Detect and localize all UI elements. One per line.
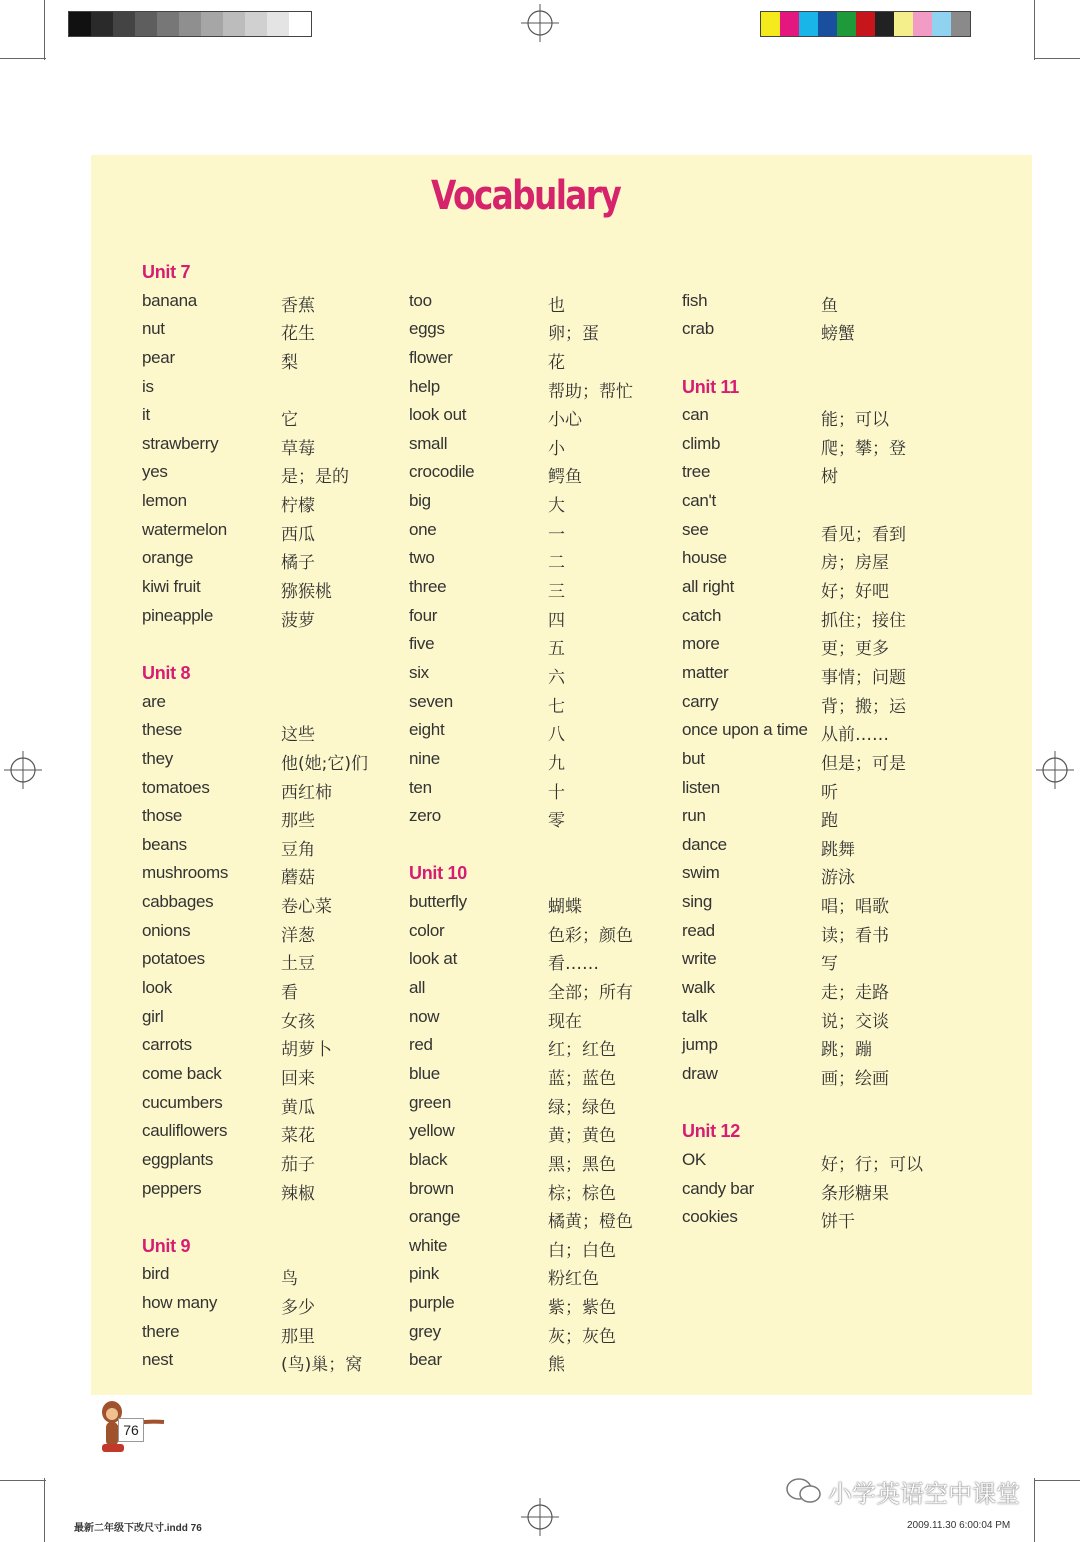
print-file-label: 最新二年级下改尺寸.indd 76	[74, 1523, 202, 1534]
chinese-meaning: 蝴蝶	[548, 897, 582, 918]
gray-swatch	[69, 12, 91, 36]
english-word: black	[409, 1149, 448, 1169]
chinese-meaning: 他(她;它)们	[281, 753, 368, 774]
chinese-meaning: 是；是的	[281, 467, 349, 488]
chinese-meaning: 好；行；可以	[821, 1154, 923, 1175]
english-word: brown	[409, 1178, 454, 1198]
english-word: can	[682, 405, 709, 425]
registration-mark-right	[1036, 751, 1074, 789]
chinese-meaning: 卵；蛋	[548, 324, 599, 345]
chinese-meaning: 豆角	[281, 839, 315, 860]
unit-heading-label: Unit 11	[682, 376, 739, 397]
english-word: seven	[409, 691, 453, 711]
page-title: Vocabulary	[431, 173, 621, 219]
chinese-meaning: 棕；棕色	[548, 1183, 616, 1204]
english-word: too	[409, 290, 432, 310]
chinese-meaning: 跳；蹦	[821, 1040, 872, 1061]
english-word: cookies	[682, 1207, 738, 1227]
english-word: onions	[142, 920, 191, 940]
english-word: big	[409, 491, 431, 511]
chinese-meaning: 花生	[281, 324, 315, 345]
chinese-meaning: 跳舞	[821, 839, 855, 860]
chinese-meaning: 全部；所有	[548, 983, 633, 1004]
english-word: matter	[682, 662, 729, 682]
english-word: ten	[409, 777, 432, 797]
registration-mark-left	[4, 751, 42, 789]
english-word: cauliflowers	[142, 1121, 228, 1141]
english-word: once upon a time	[682, 720, 808, 740]
chinese-meaning: 听	[821, 782, 838, 803]
english-word: red	[409, 1035, 433, 1055]
english-word: purple	[409, 1293, 455, 1313]
english-word: carrots	[142, 1035, 192, 1055]
chinese-meaning: 五	[548, 639, 565, 660]
chinese-meaning: 橘子	[281, 553, 315, 574]
english-word: yellow	[409, 1121, 455, 1141]
english-word: butterfly	[409, 892, 467, 912]
english-word: candy bar	[682, 1178, 754, 1198]
english-word: but	[682, 748, 705, 768]
chinese-meaning: 事情；问题	[821, 667, 906, 688]
english-word: color	[409, 920, 445, 940]
chinese-meaning: 鸟	[281, 1269, 298, 1290]
chinese-meaning: 也	[548, 295, 565, 316]
english-word: bird	[142, 1264, 170, 1284]
chinese-meaning: 土豆	[281, 954, 315, 975]
english-word: they	[142, 748, 173, 768]
chinese-meaning: 柠檬	[281, 496, 315, 517]
chinese-meaning: 橘黄；橙色	[548, 1212, 633, 1233]
chinese-meaning: 草莓	[281, 438, 315, 459]
grayscale-calibration-bar	[68, 11, 312, 37]
chinese-meaning: 写	[821, 954, 838, 975]
english-word: blue	[409, 1063, 440, 1083]
english-word: swim	[682, 863, 720, 883]
chinese-meaning: 西瓜	[281, 524, 315, 545]
english-word: watermelon	[142, 519, 227, 539]
gray-swatch	[157, 12, 179, 36]
chinese-meaning: 爬；攀；登	[821, 438, 906, 459]
chinese-meaning: 十	[548, 782, 565, 803]
crop-mark	[1034, 58, 1080, 59]
english-word: walk	[682, 978, 715, 998]
english-word: dance	[682, 834, 727, 854]
english-word: four	[409, 605, 438, 625]
english-word: catch	[682, 605, 722, 625]
english-word: kiwi fruit	[142, 577, 201, 597]
english-word: are	[142, 691, 166, 711]
chinese-meaning: 唱；唱歌	[821, 897, 889, 918]
gray-swatch	[267, 12, 289, 36]
chinese-meaning: 能；可以	[821, 410, 889, 431]
chinese-meaning: 零	[548, 811, 565, 832]
chinese-meaning: 九	[548, 753, 565, 774]
chinese-meaning: 这些	[281, 725, 315, 746]
english-word: bear	[409, 1350, 442, 1370]
color-swatch	[856, 12, 875, 36]
english-word: talk	[682, 1006, 708, 1026]
english-word: six	[409, 662, 429, 682]
chinese-meaning: 说；交谈	[821, 1011, 889, 1032]
chinese-meaning: 二	[548, 553, 565, 574]
english-word: carry	[682, 691, 719, 711]
english-word: cabbages	[142, 892, 214, 912]
chinese-meaning: 看……	[548, 954, 599, 975]
chinese-meaning: 绿；绿色	[548, 1097, 616, 1118]
chinese-meaning: 七	[548, 696, 565, 717]
english-word: pink	[409, 1264, 439, 1284]
crop-mark	[44, 0, 45, 60]
chinese-meaning: 多少	[281, 1298, 315, 1319]
english-word: mushrooms	[142, 863, 229, 883]
english-word: lemon	[142, 491, 187, 511]
chinese-meaning: 游泳	[821, 868, 855, 889]
crop-mark	[0, 1480, 46, 1481]
crop-mark	[1034, 1478, 1035, 1542]
english-word: help	[409, 376, 440, 396]
english-word: two	[409, 548, 435, 568]
chinese-meaning: 红；红色	[548, 1040, 616, 1061]
color-swatch	[932, 12, 951, 36]
unit-heading-label: Unit 7	[142, 262, 191, 282]
english-word: write	[682, 949, 717, 969]
chinese-meaning: 但是；可是	[821, 753, 906, 774]
chinese-meaning: 三	[548, 582, 565, 603]
english-word: run	[682, 806, 706, 826]
color-swatch	[951, 12, 970, 36]
english-word: five	[409, 634, 435, 654]
chinese-meaning: 梨	[281, 352, 298, 373]
english-word: peppers	[142, 1178, 202, 1198]
chinese-meaning: 从前……	[821, 725, 889, 746]
chinese-meaning: 白；白色	[548, 1240, 616, 1261]
chinese-meaning: 菠萝	[281, 610, 315, 631]
gray-swatch	[245, 12, 267, 36]
chinese-meaning: 菜花	[281, 1126, 315, 1147]
chinese-meaning: 帮助；帮忙	[548, 381, 633, 402]
english-word: tree	[682, 462, 711, 482]
english-word: read	[682, 920, 715, 940]
chinese-meaning: 茄子	[281, 1154, 315, 1175]
english-word: green	[409, 1092, 451, 1112]
english-word: cucumbers	[142, 1092, 223, 1112]
chinese-meaning: 鳄鱼	[548, 467, 582, 488]
english-word: climb	[682, 433, 721, 453]
chinese-meaning: 现在	[548, 1011, 582, 1032]
chinese-meaning: 熊	[548, 1355, 565, 1376]
color-swatch	[913, 12, 932, 36]
english-word: three	[409, 577, 447, 597]
english-word: look at	[409, 949, 457, 969]
chinese-meaning: 鱼	[821, 295, 838, 316]
unit-heading-label: Unit 12	[682, 1121, 740, 1142]
english-word: orange	[409, 1207, 461, 1227]
english-word: grey	[409, 1321, 441, 1341]
english-word: eggs	[409, 319, 445, 339]
english-word: more	[682, 634, 720, 654]
gray-swatch	[135, 12, 157, 36]
english-word: beans	[142, 834, 187, 854]
english-word: see	[682, 519, 709, 539]
crop-mark	[44, 1478, 45, 1542]
color-swatch	[780, 12, 799, 36]
chinese-meaning: 四	[548, 610, 565, 631]
chinese-meaning: 蘑菇	[281, 868, 315, 889]
vocabulary-page	[91, 155, 1032, 1395]
chinese-meaning: 辣椒	[281, 1183, 315, 1204]
english-word: potatoes	[142, 949, 205, 969]
english-word: crab	[682, 319, 714, 339]
english-word: OK	[682, 1149, 706, 1169]
crop-mark	[0, 58, 46, 59]
chinese-meaning: 更；更多	[821, 639, 889, 660]
watermark-text: 小学英语空中课堂	[828, 1480, 1020, 1508]
english-word: zero	[409, 806, 441, 826]
color-calibration-bar	[760, 11, 971, 37]
chinese-meaning: 色彩；颜色	[548, 925, 633, 946]
english-word: one	[409, 519, 437, 539]
english-word: nine	[409, 748, 440, 768]
chinese-meaning: 黄瓜	[281, 1097, 315, 1118]
page-number: 76	[118, 1418, 144, 1442]
chinese-meaning: 洋葱	[281, 925, 315, 946]
english-word: all	[409, 978, 426, 998]
chinese-meaning: 黄；黄色	[548, 1126, 616, 1147]
chinese-meaning: 饼干	[821, 1212, 855, 1233]
color-swatch	[799, 12, 818, 36]
color-swatch	[837, 12, 856, 36]
chinese-meaning: 小	[548, 438, 565, 459]
chinese-meaning: 背；搬；运	[821, 696, 906, 717]
chinese-meaning: 那里	[281, 1326, 315, 1347]
chinese-meaning: 卷心菜	[281, 897, 332, 918]
chinese-meaning: 灰；灰色	[548, 1326, 616, 1347]
gray-swatch	[223, 12, 245, 36]
english-word: white	[409, 1235, 448, 1255]
english-word: crocodile	[409, 462, 475, 482]
chinese-meaning: 一	[548, 524, 565, 545]
english-word: is	[142, 376, 154, 396]
gray-swatch	[201, 12, 223, 36]
gray-swatch	[179, 12, 201, 36]
unit-heading-label: Unit 8	[142, 662, 191, 683]
english-word: tomatoes	[142, 777, 210, 797]
unit-heading-label: Unit 9	[142, 1235, 191, 1256]
chinese-meaning: 看	[281, 983, 298, 1004]
chinese-meaning: 跑	[821, 811, 838, 832]
english-word: eggplants	[142, 1149, 214, 1169]
chinese-meaning: 回来	[281, 1068, 315, 1089]
color-swatch	[875, 12, 894, 36]
english-word: pear	[142, 347, 175, 367]
chinese-meaning: 画；绘画	[821, 1068, 889, 1089]
chinese-meaning: 猕猴桃	[281, 582, 332, 603]
chinese-meaning: 香蕉	[281, 295, 315, 316]
english-word: it	[142, 405, 150, 425]
chinese-meaning: 胡萝卜	[281, 1040, 332, 1061]
english-word: flower	[409, 347, 453, 367]
chinese-meaning: 它	[281, 410, 298, 431]
chinese-meaning: 那些	[281, 811, 315, 832]
chinese-meaning: 女孩	[281, 1011, 315, 1032]
crop-mark	[1034, 0, 1035, 60]
english-word: listen	[682, 777, 720, 797]
english-word: these	[142, 720, 183, 740]
english-word: jump	[682, 1035, 718, 1055]
english-word: can't	[682, 491, 716, 511]
english-word: fish	[682, 290, 708, 310]
chinese-meaning: 读；看书	[821, 925, 889, 946]
crop-mark	[1034, 1480, 1080, 1481]
wechat-icon	[784, 1476, 824, 1506]
english-word: draw	[682, 1063, 718, 1083]
english-word: small	[409, 433, 448, 453]
chinese-meaning: 抓住；接住	[821, 610, 906, 631]
gray-swatch	[289, 12, 311, 36]
chinese-meaning: 西红柿	[281, 782, 332, 803]
chinese-meaning: 花	[548, 352, 565, 373]
chinese-meaning: 房；房屋	[821, 553, 889, 574]
english-word: orange	[142, 548, 194, 568]
english-word: strawberry	[142, 433, 219, 453]
english-word: how many	[142, 1293, 218, 1313]
english-word: look	[142, 978, 172, 998]
chinese-meaning: 六	[548, 667, 565, 688]
english-word: sing	[682, 892, 712, 912]
chinese-meaning: 树	[821, 467, 838, 488]
english-word: all right	[682, 577, 735, 597]
english-word: girl	[142, 1006, 164, 1026]
gray-swatch	[113, 12, 135, 36]
color-swatch	[761, 12, 780, 36]
chinese-meaning: 螃蟹	[821, 324, 855, 345]
english-word: house	[682, 548, 727, 568]
chinese-meaning: (鸟)巢；窝	[281, 1355, 363, 1376]
unit-heading-label: Unit 10	[409, 863, 467, 884]
chinese-meaning: 好；好吧	[821, 582, 889, 603]
registration-mark-top	[521, 4, 559, 42]
english-word: look out	[409, 405, 467, 425]
registration-mark-bottom	[521, 1498, 559, 1536]
english-word: those	[142, 806, 183, 826]
chinese-meaning: 走；走路	[821, 983, 889, 1004]
chinese-meaning: 条形糖果	[821, 1183, 889, 1204]
chinese-meaning: 看见；看到	[821, 524, 906, 545]
chinese-meaning: 黑；黑色	[548, 1154, 616, 1175]
english-word: banana	[142, 290, 197, 310]
english-word: eight	[409, 720, 445, 740]
chinese-meaning: 八	[548, 725, 565, 746]
chinese-meaning: 大	[548, 496, 565, 517]
english-word: nut	[142, 319, 165, 339]
gray-swatch	[91, 12, 113, 36]
chinese-meaning: 蓝；蓝色	[548, 1068, 616, 1089]
english-word: pineapple	[142, 605, 214, 625]
chinese-meaning: 紫；紫色	[548, 1298, 616, 1319]
color-swatch	[894, 12, 913, 36]
english-word: nest	[142, 1350, 173, 1370]
english-word: yes	[142, 462, 168, 482]
english-word: come back	[142, 1063, 222, 1083]
color-swatch	[818, 12, 837, 36]
print-timestamp: 2009.11.30 6:00:04 PM	[907, 1520, 1011, 1531]
chinese-meaning: 粉红色	[548, 1269, 599, 1290]
english-word: now	[409, 1006, 440, 1026]
chinese-meaning: 小心	[548, 410, 582, 431]
english-word: there	[142, 1321, 180, 1341]
